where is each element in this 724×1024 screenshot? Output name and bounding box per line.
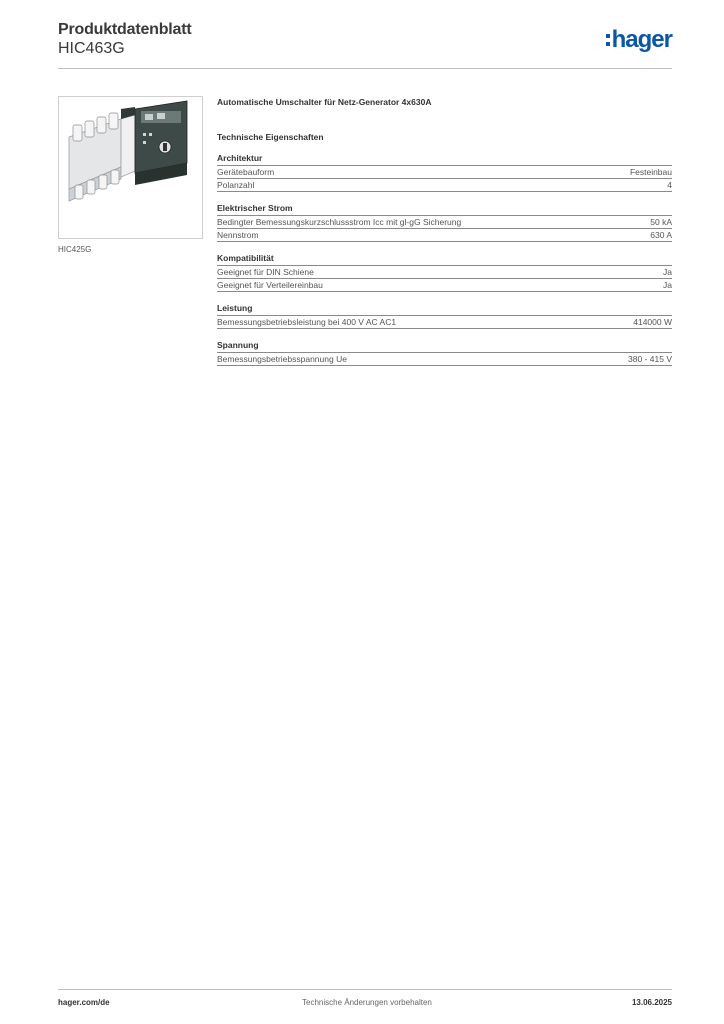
- spec-group: [217, 152, 672, 192]
- spec-value: 50 kA: [650, 217, 672, 227]
- spec-label: Bedingter Bemessungskurzschlussstrom Icc mit gl-gG Sicherung: [217, 217, 462, 227]
- spec-value: 380 - 415 V: [628, 354, 672, 364]
- spec-row: [217, 265, 672, 278]
- footer-divider: [58, 989, 672, 990]
- spec-row: [217, 178, 672, 192]
- page-header: [58, 20, 672, 70]
- spec-row: [217, 215, 672, 228]
- group-heading: Architektur: [217, 153, 263, 163]
- footer-notice: Technische Änderungen vorbehalten: [302, 998, 432, 1007]
- spec-value: Festeinbau: [629, 167, 672, 177]
- spec-label: Gerätebauform: [217, 167, 275, 177]
- spec-row: [217, 315, 672, 329]
- header-divider: [58, 68, 672, 69]
- footer-date: 13.06.2025: [631, 998, 672, 1007]
- spec-value: 4: [667, 180, 672, 190]
- spec-group: [217, 339, 672, 366]
- image-caption: HIC425G: [58, 245, 92, 254]
- spec-label: Geeignet für Verteilereinbau: [217, 280, 323, 290]
- spec-value: 414000 W: [633, 317, 672, 327]
- spec-row: [217, 352, 672, 366]
- product-code: HIC463G: [58, 40, 125, 57]
- spec-value: Ja: [663, 267, 672, 277]
- group-heading: Spannung: [217, 340, 259, 350]
- transfer-switch-image: [58, 96, 203, 239]
- group-heading: Leistung: [217, 303, 253, 313]
- spec-content: [217, 96, 672, 366]
- spec-label: Bemessungsbetriebsspannung Ue: [217, 354, 347, 364]
- spec-group: [217, 202, 672, 242]
- website-link[interactable]: hager.com/de: [58, 998, 110, 1007]
- spec-group: [217, 302, 672, 329]
- spec-row: [217, 228, 672, 242]
- spec-label: Polanzahl: [217, 180, 255, 190]
- spec-row: [217, 278, 672, 292]
- logo-dots-icon: [606, 32, 610, 48]
- page-title: Produktdatenblatt: [58, 21, 192, 38]
- spec-group: [217, 252, 672, 292]
- hager-logo: [606, 26, 672, 54]
- group-heading: Elektrischer Strom: [217, 203, 293, 213]
- spec-label: Geeignet für DIN Schiene: [217, 267, 314, 277]
- spec-label: Bemessungsbetriebsleistung bei 400 V AC AC1: [217, 317, 397, 327]
- section-title: Technische Eigenschaften: [217, 132, 324, 142]
- logo-text: hager: [611, 26, 672, 53]
- group-heading: Kompatibilität: [217, 253, 274, 263]
- product-name: Automatische Umschalter für Netz-Generator 4x630A: [217, 97, 432, 107]
- spec-label: Nennstrom: [217, 230, 259, 240]
- spec-value: 630 A: [650, 230, 672, 240]
- spec-value: Ja: [663, 280, 672, 290]
- spec-row: [217, 165, 672, 178]
